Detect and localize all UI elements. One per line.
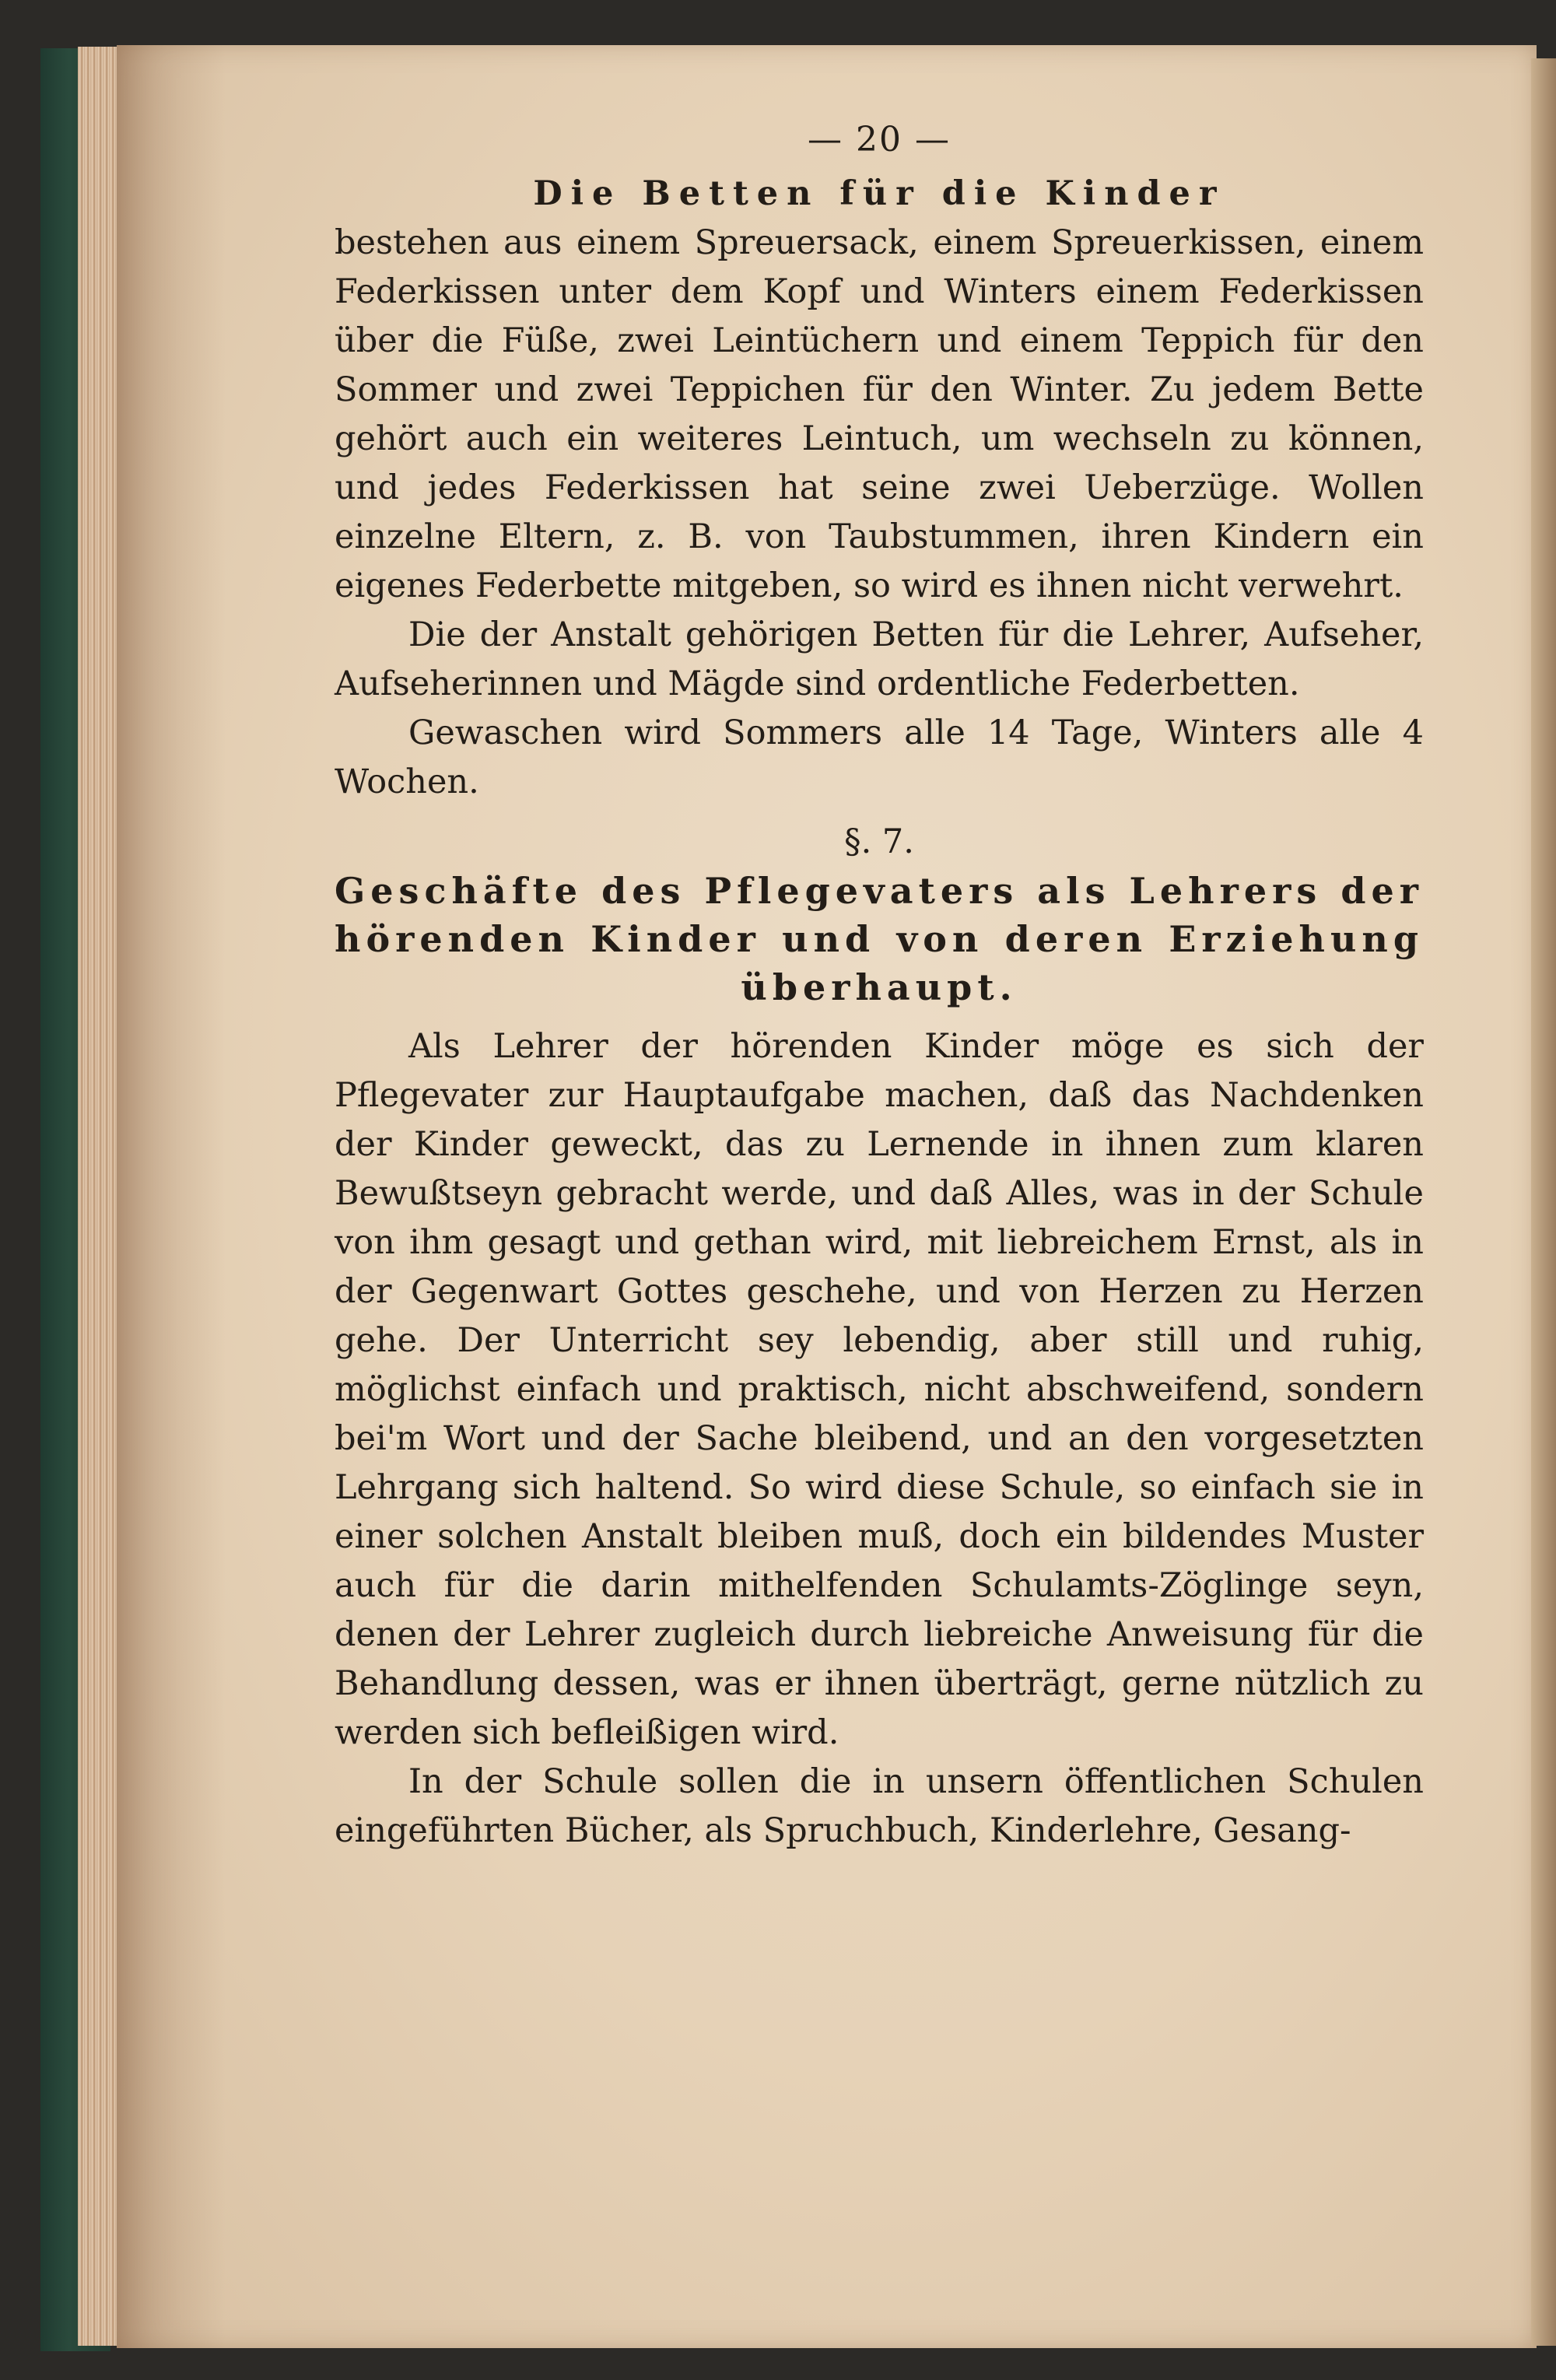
paragraph-washing: Gewaschen wird Sommers alle 14 Tage, Winters alle 4 Wochen. <box>335 713 1424 801</box>
paragraph-teacher-duties: Als Lehrer der hörenden Kinder möge es sich der Pflegevater zur Hauptaufgabe machen, daß das Nachdenken der Kinder geweckt, das zu Lernende in ihnen zum klaren Bewußtseyn gebracht werde, und daß Alles, was in der Schule von ihm gesagt und gethan wird, mit liebreichem Ernst, als in der Gegenwart Gottes geschehe, und von Herzen zu Herzen gehe. Der Unterricht sey lebendig, aber still und ruhig, möglichst einfach und praktisch, nicht abschweifend, sondern bei'm Wort und der Sache bleibend, und an den vorgesetzten Lehrgang sich haltend. So wird diese Schule, so einfach sie in einer solchen Anstalt bleiben muß, doch ein bildendes Muster auch für die darin mithelfenden Schulamts-Zöglinge seyn, denen der Lehrer zugleich durch liebreiche Anweisung für die Behandlung dessen, was er ihnen überträgt, gerne nützlich zu werden sich befleißigen wird. <box>335 1027 1424 1752</box>
page-text <box>335 117 1424 1856</box>
section-mark: §. 7. <box>844 822 914 861</box>
section-title: Geschäfte des Pflegevaters als Lehrers der hörenden Kinder und von deren Erziehung überhaupt. <box>335 870 1424 1008</box>
page-right-edge <box>1531 58 1556 2346</box>
page-number: — 20 — <box>808 120 951 159</box>
gutter-shadow <box>117 45 226 2348</box>
paragraph-school-books: In der Schule sollen die in unsern öffentlichen Schulen eingeführten Bücher, als Spruchbuch, Kinderlehre, Gesang- <box>335 1762 1424 1850</box>
paragraph-staff-beds: Die der Anstalt gehörigen Betten für die Lehrer, Aufseher, Aufseherinnen und Mägde sind ordentliche Federbetten. <box>335 615 1424 703</box>
beds-heading: Die Betten für die Kinder <box>533 174 1225 213</box>
paragraph-beds: bestehen aus einem Spreuersack, einem Spreuerkissen, einem Federkissen unter dem Kopf und Winters einem Federkissen über die Füße, zwei Leintüchern und einem Teppich für den Sommer und zwei Teppichen für den Winter. Zu jedem Bette gehört auch ein weiteres Leintuch, um wechseln zu können, und jedes Federkissen hat seine zwei Ueberzüge. Wollen einzelne Eltern, z. B. von Taubstummen, ihren Kindern ein eigenes Federbette mitgeben, so wird es ihnen nicht verwehrt. <box>335 223 1424 605</box>
